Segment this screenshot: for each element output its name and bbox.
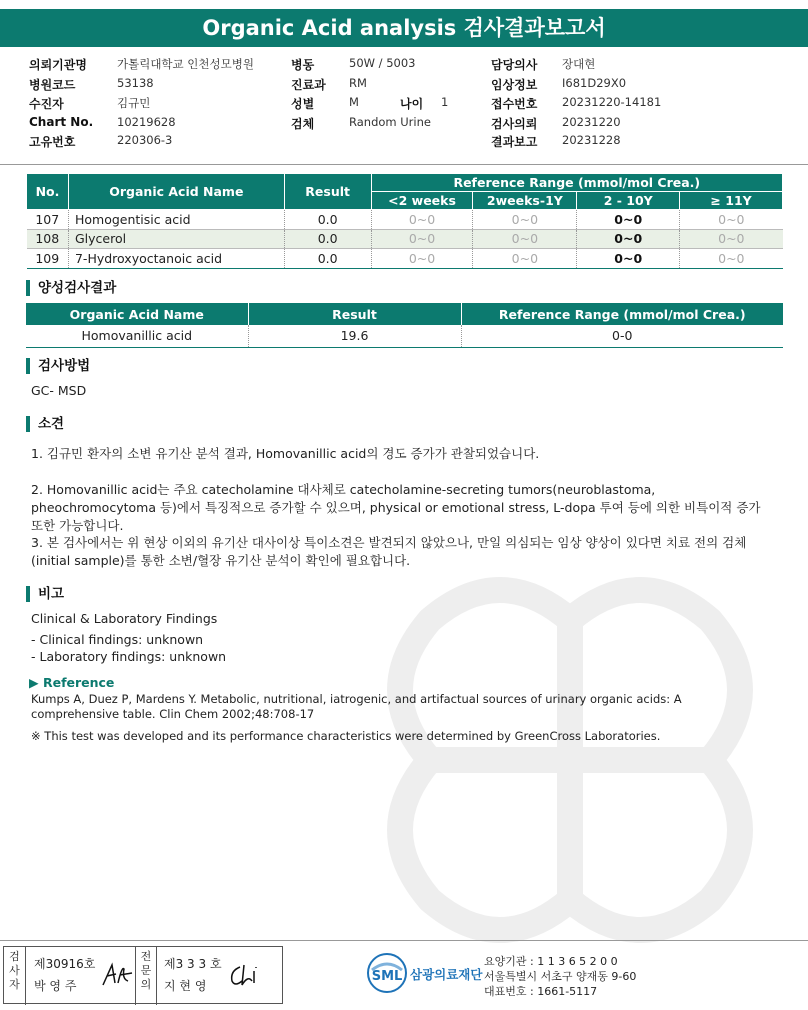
signature-box: [3, 946, 283, 1004]
organization-info: [484, 954, 636, 999]
specialist-info: [164, 953, 222, 997]
examiner-signature: [100, 961, 134, 989]
organization-name: 삼광의료재단: [410, 967, 483, 982]
row-range: 0~0: [577, 229, 680, 249]
info-value: Random Urine: [349, 115, 431, 129]
vertical-char: 전: [140, 950, 152, 963]
remarks-line: Clinical & Laboratory Findings: [31, 611, 218, 626]
row-result: 0.0: [284, 249, 371, 269]
reference-text: Kumps A, Duez P, Mardens Y. Metabolic, nutritional, iatrogenic, and artifactual sources of urinary organic acids: A comprehensive table. Clin Chem 2002;48:708-17: [31, 692, 682, 721]
table-row: [27, 229, 783, 249]
row-result: 0.0: [284, 229, 371, 249]
col-header-result: Result: [284, 174, 371, 210]
vertical-label: [4, 947, 26, 1005]
row-name: Homovanillic acid: [26, 325, 248, 347]
info-label: 검체: [291, 117, 315, 131]
table-row: [27, 249, 783, 269]
row-name: Glycerol: [68, 229, 284, 249]
info-value: 20231220: [562, 115, 621, 129]
row-range: 0~0: [371, 249, 473, 269]
info-label: 담당의사: [491, 58, 538, 72]
reference-heading: ▶ Reference: [29, 675, 115, 690]
info-value: I681D29X0: [562, 76, 627, 90]
row-no: 108: [27, 229, 69, 249]
vertical-char: 자: [9, 978, 20, 991]
report-title: Organic Acid analysis 검사결과보고서: [0, 9, 808, 47]
vertical-char: 의: [140, 978, 152, 991]
organization-address: 서울특별시 서초구 양재동 9-60: [484, 970, 637, 983]
divider: [0, 164, 808, 165]
row-range: 0~0: [680, 229, 783, 249]
table-row: [27, 210, 783, 230]
vertical-label: [135, 947, 157, 1005]
row-range: 0~0: [473, 229, 577, 249]
info-value: 20231220-14181: [562, 95, 662, 109]
row-range: 0~0: [371, 210, 473, 230]
table-row: [26, 325, 783, 347]
info-label: 수진자: [29, 97, 64, 111]
footnote: ※ This test was developed and its performance characteristics were determined by GreenCross Laboratories.: [31, 729, 661, 743]
vertical-char: 검: [9, 950, 20, 963]
info-value: 1: [441, 95, 449, 109]
finding-paragraph-2: 2. Homovanillic acid는 주요 catecholamine 대사체로 catecholamine-secreting tumors(neuroblastoma, pheochromocytoma 등)에서 특징적으로 증가할 수 있으며, physical or emotional stress, L-dopa 투여 등에 의한 비특이적 증가 또한 가능합니다.: [31, 482, 761, 533]
results-table: [26, 173, 783, 269]
info-value: RM: [349, 76, 367, 90]
info-label: 병원코드: [29, 78, 76, 92]
row-result: 19.6: [248, 325, 461, 347]
row-range: 0~0: [473, 249, 577, 269]
info-value: M: [349, 95, 359, 109]
row-range: 0~0: [718, 211, 745, 227]
row-result: 0.0: [284, 210, 371, 230]
info-value: 10219628: [117, 115, 176, 129]
section-title-method: 검사방법: [26, 358, 90, 374]
examiner-info: [34, 953, 95, 997]
row-range: 0~0: [718, 250, 745, 266]
info-label: 나이: [400, 97, 424, 111]
row-range: 0~0: [473, 210, 577, 230]
section-title-remarks: 비고: [26, 586, 64, 602]
row-range: 0-0: [461, 325, 783, 347]
organization-code: 요양기관 : 1 1 3 6 5 2 0 0: [484, 955, 618, 968]
col-header-range: Reference Range (mmol/mol Crea.): [371, 174, 782, 192]
row-no: 107: [27, 210, 69, 230]
info-label: 성별: [291, 97, 315, 111]
info-value: 53138: [117, 76, 154, 90]
info-label: 병동: [291, 58, 315, 72]
info-label: Chart No.: [29, 115, 94, 129]
info-label: 진료과: [291, 78, 326, 92]
row-range: 0~0: [577, 210, 680, 230]
row-range: 0~0: [577, 249, 680, 269]
method-text: GC- MSD: [31, 383, 87, 398]
row-no: 109: [27, 249, 69, 269]
info-label: 고유번호: [29, 135, 76, 149]
col-header-range-3: 2 - 10Y: [577, 192, 680, 210]
examiner-license: 제30916호: [34, 957, 96, 971]
remarks-line: - Laboratory findings: unknown: [31, 649, 227, 664]
info-value: 220306-3: [117, 133, 173, 147]
col-header-range: Reference Range (mmol/mol Crea.): [461, 303, 783, 325]
section-title-positive: 양성검사결과: [26, 280, 116, 296]
col-header-name: Organic Acid Name: [26, 303, 248, 325]
info-label: 임상정보: [491, 78, 538, 92]
remarks-line: - Clinical findings: unknown: [31, 632, 204, 647]
col-header-name: Organic Acid Name: [68, 174, 284, 210]
info-label: 결과보고: [491, 135, 538, 149]
info-value: 김규민: [117, 96, 151, 110]
specialist-license: 제3 3 3 호: [164, 957, 222, 971]
info-label: 접수번호: [491, 97, 538, 111]
section-title-findings: 소견: [26, 416, 64, 432]
info-label: 의뢰기관명: [29, 58, 87, 72]
footer-divider: [0, 940, 808, 941]
info-value: 50W / 5003: [349, 56, 416, 70]
row-name: Homogentisic acid: [68, 210, 284, 230]
specialist-name: 지 현 영: [164, 979, 207, 993]
positive-table: [26, 303, 783, 348]
finding-paragraph-3: 3. 본 검사에서는 위 현상 이외의 유기산 대사이상 특이소견은 발견되지 않았으나, 만일 의심되는 임상 양상이 있다면 치료 전의 검체 (initial sample)를 통한 소변/혈장 유기산 분석이 확인에 필요합니다.: [31, 535, 747, 568]
specialist-signature: [226, 961, 266, 989]
col-header-range-2: 2weeks-1Y: [473, 192, 577, 210]
examiner-name: 박 영 주: [34, 979, 77, 993]
info-value: 가톨릭대학교 인천성모병원: [117, 57, 254, 71]
vertical-char: 사: [9, 964, 20, 977]
col-header-result: Result: [248, 303, 461, 325]
sml-logo-text: SML: [371, 969, 403, 984]
col-header-range-4: ≥ 11Y: [680, 192, 783, 210]
row-name: 7-Hydroxyoctanoic acid: [68, 249, 284, 269]
vertical-char: 문: [140, 964, 152, 977]
row-range: 0~0: [371, 229, 473, 249]
organization-phone: 대표번호 : 1661-5117: [484, 985, 598, 998]
finding-paragraph-1: 1. 김규민 환자의 소변 유기산 분석 결과, Homovanillic acid의 경도 증가가 관찰되었습니다.: [31, 446, 540, 461]
col-header-range-1: <2 weeks: [371, 192, 473, 210]
col-header-no: No.: [27, 174, 69, 210]
info-label: 검사의뢰: [491, 117, 538, 131]
info-value: 장대현: [562, 57, 596, 71]
info-value: 20231228: [562, 133, 621, 147]
sml-logo-icon: [366, 952, 408, 994]
